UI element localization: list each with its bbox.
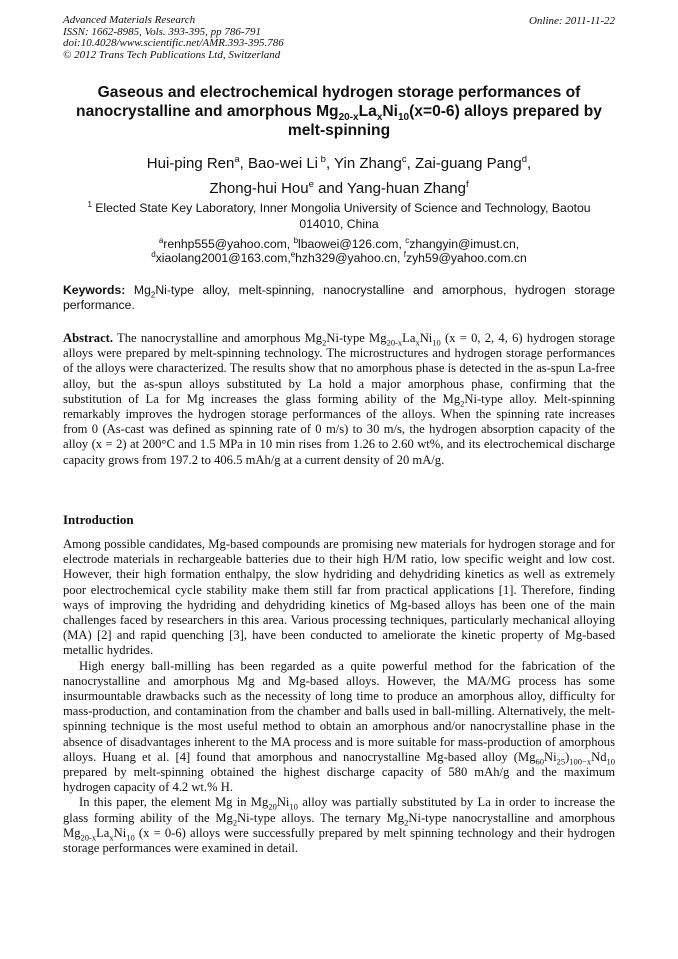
keywords-text: Ni-type alloy, melt-spinning, nanocrystalline and amorphous, hydrogen storage performance.	[63, 283, 615, 312]
author-name: Bao-wei Li	[247, 155, 319, 172]
title-text: La	[358, 103, 377, 120]
author-separator: and	[313, 180, 347, 197]
author-separator: ,	[325, 155, 335, 172]
abstract	[63, 331, 615, 468]
abstract-text: (x = 0, 2, 4, 6) hydrogen storage alloys were prepared by melt-spinning technology. The microstructures and hydrogen storage performances of the alloys were characterized. The results show that no amorphous phase is detected in the as-spun La-free alloy, but the as-spun alloys substituted by La hold a major amorphous phase, confirming that the substitution of La for Mg increases the glass forming ability of the Mg	[63, 331, 615, 406]
paragraph-text: (x = 0-6) alloys were successfully prepared by melt spinning technology and their hydrogen storage performances were examined in detail.	[63, 825, 615, 856]
email-mark: f	[403, 249, 406, 259]
email-address: zhangyin@imust.cn,	[409, 237, 520, 251]
author-name: Yin Zhang	[334, 155, 402, 172]
email-line-1	[70, 237, 608, 251]
author-mark: f	[465, 179, 469, 190]
affiliation	[70, 200, 608, 232]
author-line-1	[40, 151, 638, 176]
author-mark: c	[401, 154, 407, 165]
online-date: Online: 2011-11-22	[528, 15, 615, 27]
email-line-2	[70, 251, 608, 265]
email-mark: d	[151, 249, 156, 259]
author-name: Zhong-hui Hou	[209, 180, 309, 197]
abstract-text: Ni	[419, 331, 433, 345]
author-separator: ,	[406, 155, 415, 172]
keywords-text: Mg	[125, 283, 151, 297]
paragraph-subscript: 2	[404, 817, 409, 828]
email-mark: c	[405, 235, 410, 245]
paragraph-text: High energy ball-milling has been regarded as a quite powerful method for the fabrication of the nanocrystalline and amorphous Mg and Mg-based alloys. However, the MA/MG process has some insurmountable drawbacks such as the necessity of long time to produce an amorphous alloy, difficulty for mass-production, and contamination from the chamber and balls used in ball-milling. Alternatively, the melt-spinning technique is the most useful method to obtain an amorphous and/or nanocrystalline phase in the absence of disadvantages inherent to the MA process and is more suitable for mass-production of amorphous alloys. Huang et al. [4] found that amorphous and nanocrystalline Mg-based alloy (Mg	[63, 658, 615, 764]
journal-name: Advanced Materials Research	[63, 14, 196, 26]
paragraph-subscript: 20-x	[80, 832, 97, 843]
author-line-2	[40, 176, 638, 201]
paragraph-subscript: 20	[268, 801, 277, 812]
title-subscript: x	[376, 112, 383, 124]
title-subscript: 10	[397, 112, 410, 124]
abstract-text: Ni-type Mg	[326, 331, 387, 345]
email-address: zyh59@yahoo.com.cn	[405, 251, 527, 265]
author-emails	[70, 237, 608, 265]
author-mark: a	[234, 154, 240, 165]
paragraph-subscript: 10	[126, 832, 135, 843]
journal-issn: ISSN: 1662-8985, Vols. 393-395, pp 786-791	[63, 25, 261, 38]
abstract-label: Abstract.	[63, 331, 114, 345]
paragraph-subscript: 2	[232, 817, 238, 828]
paragraph-text: prepared by melt-spinning obtained the highest discharge capacity of 580 mAh/g and the maximum hydrogen capacity of 4.2 wt.% H.	[63, 765, 615, 795]
title-text: (x=0-6) alloys prepared by	[409, 103, 602, 120]
paragraph-text: Nd	[591, 749, 607, 764]
paragraph-subscript: 10	[289, 801, 298, 812]
title-line-1: Gaseous and electrochemical hydrogen storage performances of	[97, 84, 581, 101]
abstract-text: The nanocrystalline and amorphous Mg	[113, 331, 323, 345]
title-line-2	[40, 102, 638, 124]
paragraph-text: Ni	[113, 825, 127, 840]
author-mark: b	[318, 154, 326, 165]
abstract-subscript: 10	[432, 337, 441, 348]
author-name: Hui-ping Ren	[146, 155, 235, 172]
paper-title	[40, 83, 638, 140]
paragraph-text: Ni	[544, 749, 557, 764]
paragraph-text: Ni-type alloys. The ternary Mg	[237, 810, 405, 825]
intro-paragraph-3	[63, 795, 615, 856]
abstract-subscript: 2	[322, 337, 327, 348]
paragraph-subscript: 10	[606, 756, 615, 767]
email-mark: b	[293, 235, 299, 245]
email-address: lbaowei@126.com,	[298, 237, 406, 251]
email-mark: e	[290, 249, 296, 259]
intro-paragraph-2	[63, 659, 615, 796]
author-name: Yang-huan Zhang	[347, 180, 466, 197]
title-line-3: melt-spinning	[287, 122, 391, 139]
paragraph-text: Ni-type nanocrystalline and amorphous Mg	[63, 810, 615, 840]
abstract-text: Ni-type alloy. Melt-spinning remarkably improves the hydrogen storage performances of the alloys. When the spinning rate increases from 0 (As-cast was defined as spinning rate of 0 m/s) to 30 m/s, the hydrogen absorption capacity of the alloy (x = 2) at 200°C and 1.5 MPa in 10 min rises from 1.26 to 2.60 wt%, and its electrochemical discharge capacity grows from 197.2 to 406.5 mAh/g at a current density of 20 mA/g.	[63, 391, 615, 467]
author-list	[40, 151, 638, 201]
title-text: Ni	[382, 103, 398, 120]
keywords-subscript: 2	[150, 290, 156, 300]
paragraph-subscript: x	[109, 832, 114, 843]
affiliation-mark: 1	[87, 199, 92, 209]
paragraph-subscript: 60	[535, 756, 544, 767]
title-text: nanocrystalline and amorphous Mg	[76, 103, 339, 120]
paragraph-text: Ni	[276, 795, 290, 810]
email-address: hzh329@yahoo.cn,	[295, 251, 404, 265]
journal-header	[63, 15, 615, 61]
paragraph-text: In this paper, the element Mg in Mg	[79, 795, 269, 810]
email-address: renhp555@yahoo.com,	[163, 237, 294, 251]
keywords-label: Keywords:	[63, 283, 126, 297]
author-name: Zai-guang Pang	[414, 155, 522, 172]
journal-doi: doi:10.4028/www.scientific.net/AMR.393-395.786	[63, 37, 284, 49]
abstract-subscript: 2	[460, 398, 465, 409]
intro-paragraph-1: Among possible candidates, Mg-based compounds are promising new materials for hydrogen storage and for electrode materials in rechargeable batteries due to their high H/M ratio, low specific weight and low cost. However, their high formation enthalpy, the slow hydriding and dehydriding kinetics as well as extremely poor electrochemical cycle stability make them still far from practical applications [1]. Therefore, finding ways of improving the hydriding and dehydriding kinetics of Mg-based alloys has been one of the main challenges faced by researchers in this area. Various processing techniques, particularly mechanical alloying (MA) [2] and rapid quenching [3], have been conducted to ameliorate the kinetic property of Mg-based metallic hydrides.	[63, 537, 615, 658]
paragraph-text: alloy was partially substituted by La in order to increase the glass forming ability of the Mg	[63, 795, 615, 825]
author-separator: ,	[527, 155, 532, 172]
email-address: xiaolang2001@163.com,	[155, 251, 291, 265]
paragraph-text: La	[96, 825, 110, 840]
abstract-subscript: 20-x	[386, 337, 403, 348]
author-separator: ,	[239, 155, 248, 172]
paragraph-subscript: 25	[556, 756, 566, 767]
keywords	[63, 283, 615, 313]
email-mark: a	[158, 235, 164, 245]
abstract-subscript: x	[415, 337, 420, 348]
journal-copyright: © 2012 Trans Tech Publications Ltd, Switzerland	[63, 48, 281, 61]
paragraph-text: )	[565, 749, 570, 764]
author-mark: e	[308, 179, 314, 190]
abstract-text: La	[402, 331, 416, 345]
introduction-body	[63, 537, 615, 856]
section-heading-introduction: Introduction	[63, 512, 134, 527]
author-mark: d	[521, 154, 528, 165]
affiliation-text: Elected State Key Laboratory, Inner Mongolia University of Science and Technology, Baotou 014010, China	[95, 201, 591, 231]
paragraph-subscript: 100−x	[569, 756, 592, 767]
title-subscript: 20-x	[338, 112, 359, 124]
